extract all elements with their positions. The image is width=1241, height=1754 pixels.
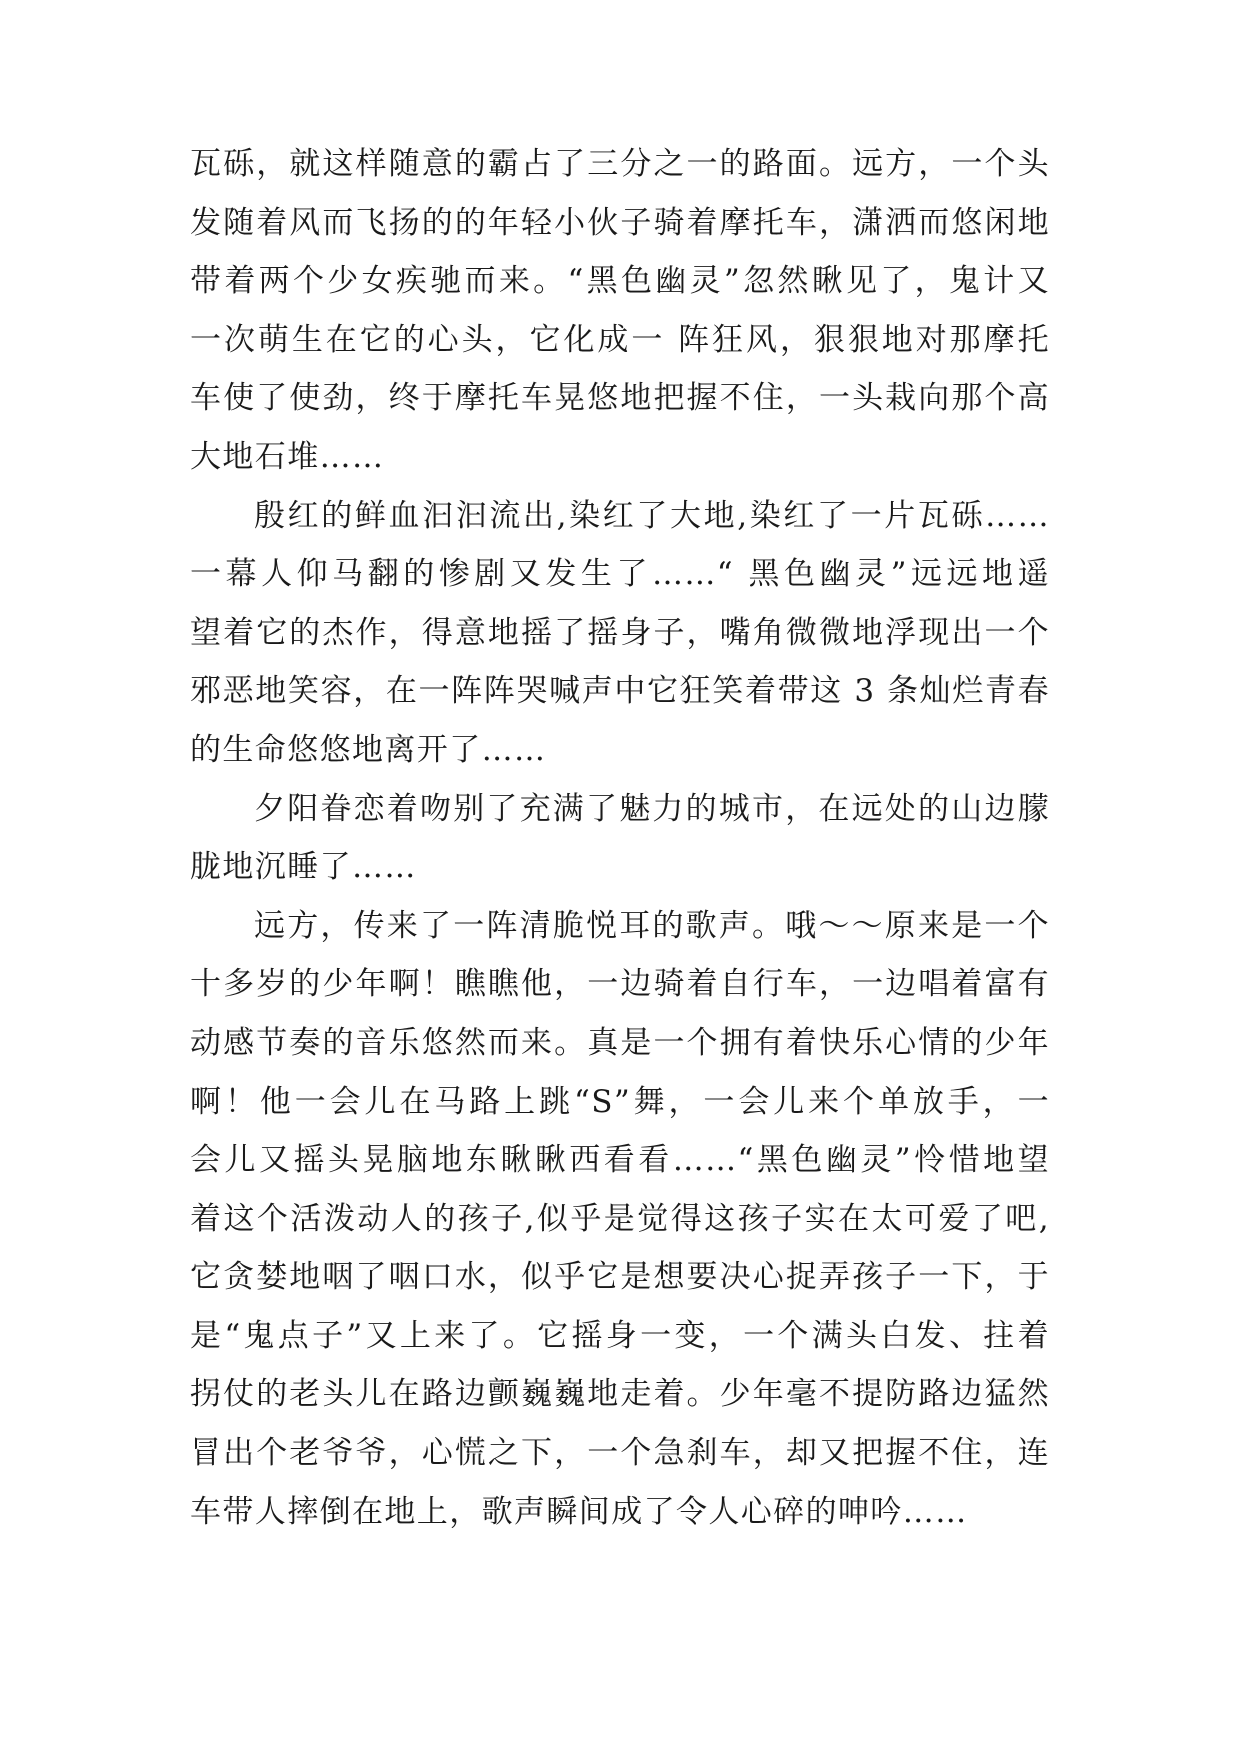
text-line: 啊！他一会儿在马路上跳“S”舞，一会儿来个单放手，一 — [190, 1083, 1050, 1120]
paragraph-4 — [190, 897, 1050, 1542]
text-line: 带着两个少女疾驰而来。“黑色幽灵”忽然瞅见了，鬼计又 — [190, 263, 1050, 300]
text-line: 冒出个老爷爷，心慌之下，一个急刹车，却又把握不住，连 — [190, 1435, 1050, 1472]
paragraph-2 — [190, 487, 1050, 780]
text-line: 望着它的杰作，得意地摇了摇身子，嘴角微微地浮现出一个 — [190, 614, 1050, 651]
text-line: 十多岁的少年啊！瞧瞧他，一边骑着自行车，一边唱着富有 — [190, 966, 1050, 1003]
text-line: 动感节奏的音乐悠然而来。真是一个拥有着快乐心情的少年 — [190, 1024, 1050, 1061]
text-line: 是“鬼点子”又上来了。它摇身一变，一个满头白发、拄着 — [190, 1317, 1050, 1354]
text-line: 的生命悠悠地离开了…… — [190, 731, 547, 768]
text-line: 大地石堆…… — [190, 438, 385, 475]
text-line: 发随着风而飞扬的的年轻小伙子骑着摩托车，潇洒而悠闲地 — [190, 204, 1050, 241]
text-line: 殷红的鲜血汩汩流出,染红了大地,染红了一片瓦砾…… — [254, 497, 1050, 534]
document-page — [190, 135, 1050, 1541]
text-line: 一幕人仰马翻的惨剧又发生了……“ 黑色幽灵”远远地遥 — [190, 556, 1050, 593]
text-line: 拐仗的老头儿在路边颤巍巍地走着。少年毫不提防路边猛然 — [190, 1376, 1050, 1413]
paragraph-1 — [190, 135, 1050, 487]
text-line: 它贪婪地咽了咽口水，似乎它是想要决心捉弄孩子一下，于 — [190, 1259, 1050, 1296]
text-line: 着这个活泼动人的孩子,似乎是觉得这孩子实在太可爱了吧, — [190, 1200, 1050, 1237]
text-line: 一次萌生在它的心头，它化成一 阵狂风，狠狠地对那摩托 — [190, 321, 1050, 358]
text-line: 胧地沉睡了…… — [190, 849, 417, 886]
text-line: 邪恶地笑容，在一阵阵哭喊声中它狂笑着带这 3 条灿烂青春 — [190, 673, 1050, 710]
text-line: 远方，传来了一阵清脆悦耳的歌声。哦～～原来是一个 — [254, 907, 1050, 944]
paragraph-3 — [190, 780, 1050, 897]
text-line: 瓦砾，就这样随意的霸占了三分之一的路面。远方，一个头 — [190, 146, 1050, 182]
text-line: 夕阳眷恋着吻别了充满了魅力的城市，在远处的山边朦 — [254, 790, 1050, 827]
text-line: 会儿又摇头晃脑地东瞅瞅西看看……“黑色幽灵”怜惜地望 — [190, 1142, 1050, 1179]
text-line: 车带人摔倒在地上，歌声瞬间成了令人心碎的呻吟…… — [190, 1493, 968, 1530]
text-line: 车使了使劲，终于摩托车晃悠地把握不住，一头栽向那个高 — [190, 380, 1050, 417]
